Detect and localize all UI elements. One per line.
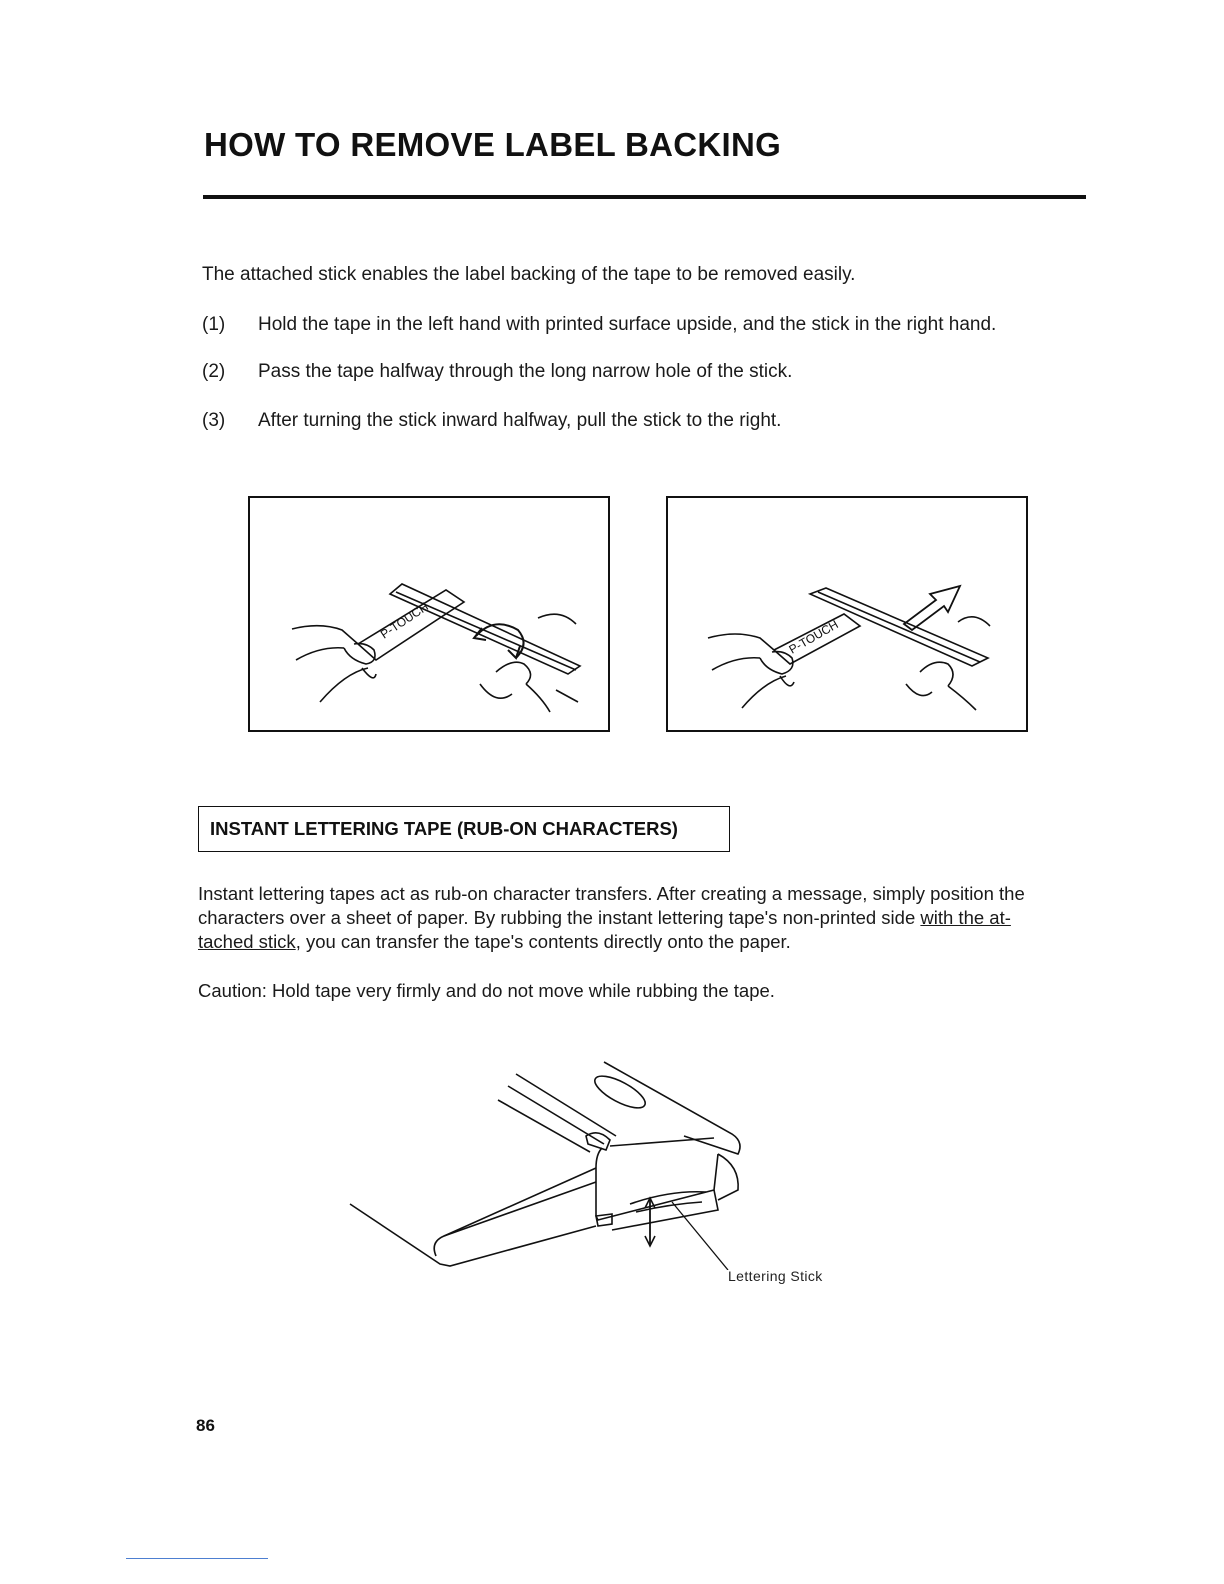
step-number: (1) (202, 314, 226, 335)
paragraph-line (198, 906, 1088, 930)
figure-turn-stick (248, 496, 610, 732)
paragraph-line: Instant lettering tapes act as rub-on character transfers. After creating a message, simply position the (198, 883, 1025, 904)
caution-text: Caution: Hold tape very firmly and do not move while rubbing the tape. (198, 980, 775, 1001)
tape-print-label: P-TOUCH (377, 599, 431, 642)
hands-tape-stick-illustration (250, 498, 612, 734)
underlined-text: tached stick (198, 931, 296, 952)
title-rule (203, 195, 1086, 199)
paragraph-text: , you can transfer the tape's contents directly onto the paper. (295, 931, 791, 952)
step-number: (3) (202, 410, 226, 431)
step-text: Pass the tape halfway through the long narrow hole of the stick. (258, 361, 793, 382)
step-number: (2) (202, 361, 226, 382)
paragraph-line (198, 930, 1088, 954)
paragraph-text: characters over a sheet of paper. By rubbing the instant lettering tape's non-printed side (198, 907, 921, 928)
section-paragraph (198, 882, 1088, 954)
underlined-text: with the at- (920, 907, 1011, 928)
hands-pull-stick-illustration (668, 498, 1030, 734)
section-heading-box (198, 806, 730, 852)
intro-text: The attached stick enables the label backing of the tape to be removed easily. (202, 264, 856, 285)
lettering-stick-callout: Lettering Stick (728, 1268, 823, 1284)
step-text: After turning the stick inward halfway, pull the stick to the right. (258, 410, 782, 431)
bottom-link-line (126, 1558, 268, 1559)
section-title: INSTANT LETTERING TAPE (RUB-ON CHARACTERS) (210, 818, 678, 839)
figure-pull-stick (666, 496, 1028, 732)
lettering-stick-device-illustration (340, 1050, 760, 1270)
page-title: HOW TO REMOVE LABEL BACKING (204, 126, 782, 163)
tape-print-label: P-TOUCH (786, 617, 841, 657)
step-text: Hold the tape in the left hand with printed surface upside, and the stick in the right hand. (258, 314, 997, 335)
page-number: 86 (196, 1416, 215, 1435)
